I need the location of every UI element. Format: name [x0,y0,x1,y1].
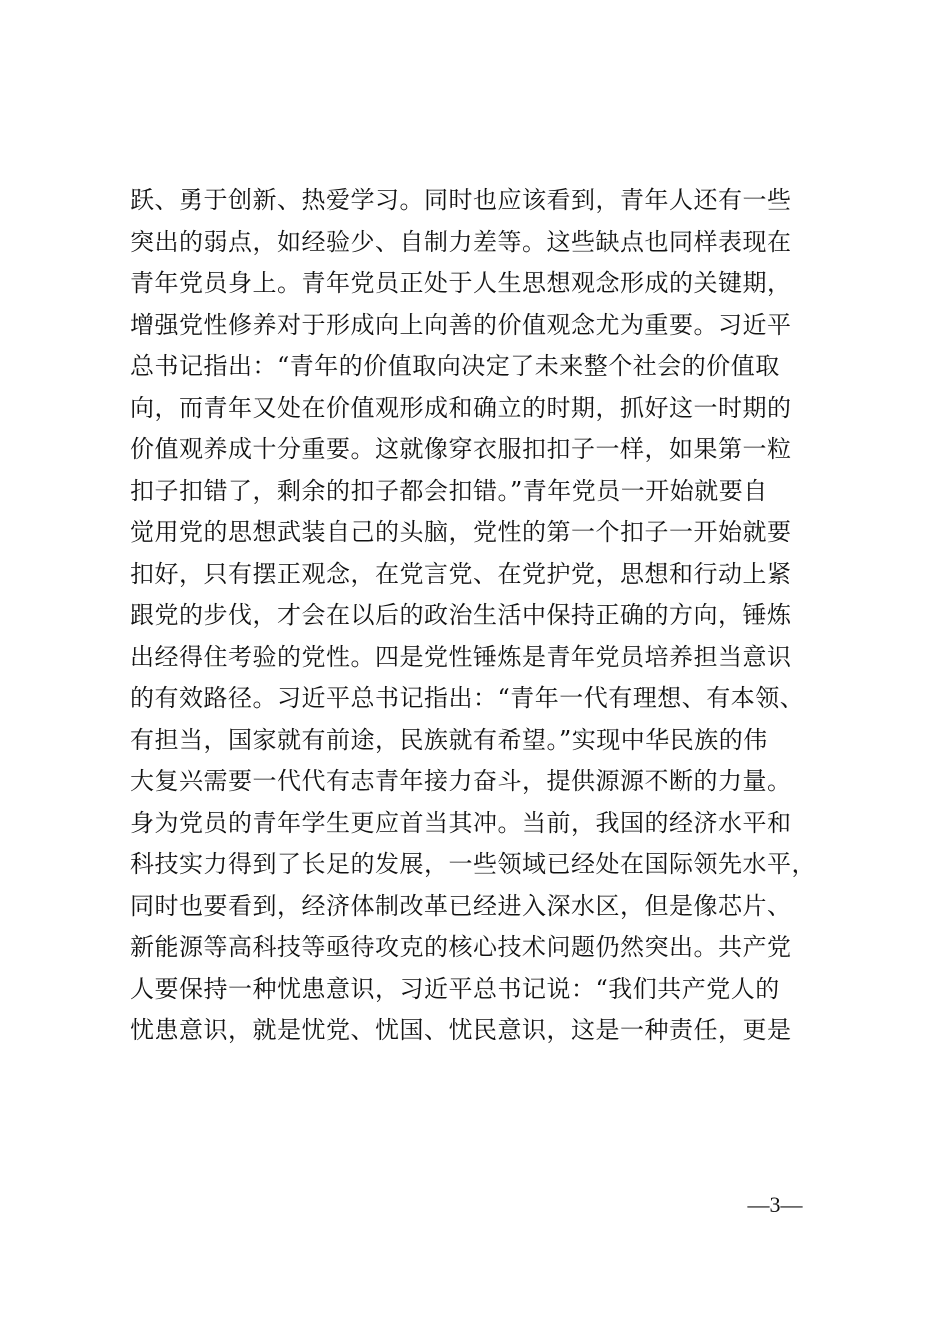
text-line: 身为党员的青年学生更应首当其冲。当前，我国的经济水平和 [130,808,792,837]
page-number: —3— [747,1192,803,1217]
text-line: 青年党员身上。青年党员正处于人生思想观念形成的关键期， [130,269,792,297]
text-line: 价值观养成十分重要。这就像穿衣服扣扣子一样，如果第一粒 [130,435,792,463]
text-line: 有担当，国家就有前途，民族就有希望。”实现中华民族的伟 [130,725,768,754]
text-line: 大复兴需要一代代有志青年接力奋斗，提供源源不断的力量。 [130,767,792,795]
text-line: 扣子扣错了，剩余的扣子都会扣错。”青年党员一开始就要自 [130,476,768,505]
text-line: 觉用党的思想武装自己的头脑，党性的第一个扣子一开始就要 [130,518,792,546]
text-line: 人要保持一种忧患意识，习近平总书记说：“我们共产党人的 [130,974,780,1003]
text-line: 总书记指出：“青年的价值取向决定了未来整个社会的价值取 [130,352,780,380]
text-line: 的有效路径。习近平总书记指出：“青年一代有理想、有本领、 [130,684,805,712]
text-line: 突出的弱点，如经验少、自制力差等。这些缺点也同样表现在 [130,227,792,256]
text-line: 增强党性修养对于形成向上向善的价值观念尤为重要。习近平 [130,310,792,339]
text-line: 出经得住考验的党性。四是党性锤炼是青年党员培养担当意识 [130,642,792,671]
text-line: 科技实力得到了长足的发展，一些领域已经处在国际领先水平， [130,850,816,878]
text-line: 跟党的步伐，才会在以后的政治生活中保持正确的方向，锤炼 [130,601,792,629]
text-line: 扣好，只有摆正观念，在党言党、在党护党，思想和行动上紧 [130,559,792,588]
text-line: 同时也要看到，经济体制改革已经进入深水区，但是像芯片、 [130,891,792,920]
body-text [130,180,830,1052]
text-line: 向，而青年又处在价值观形成和确立的时期，抓好这一时期的 [130,393,792,422]
text-line: 忧患意识，就是忧党、忧国、忧民意识，这是一种责任，更是 [130,1016,792,1044]
text-line: 跃、勇于创新、热爱学习。同时也应该看到，青年人还有一些 [130,186,792,214]
text-line: 新能源等高科技等亟待攻克的核心技术问题仍然突出。共产党 [130,933,792,961]
